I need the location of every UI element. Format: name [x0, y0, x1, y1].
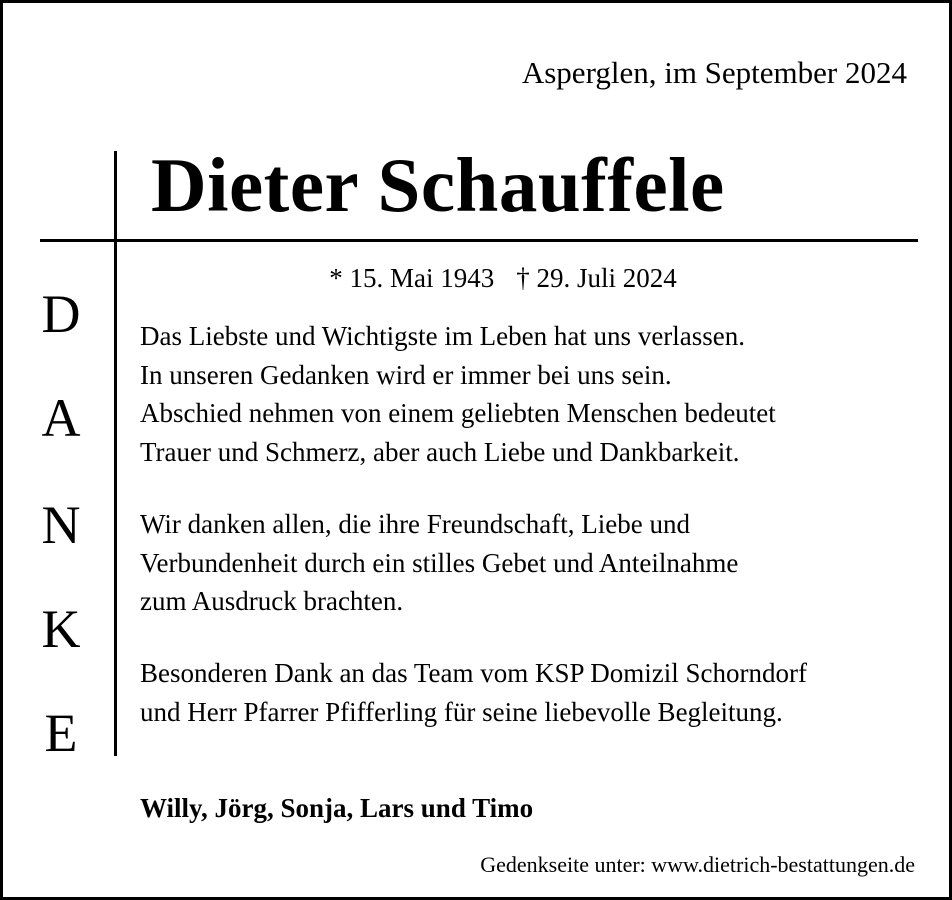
text-line: Abschied nehmen von einem geliebten Menschen bedeutet — [140, 398, 776, 428]
danke-letter: E — [44, 703, 78, 763]
text-line: Wir danken allen, die ihre Freundschaft, Liebe und — [140, 509, 690, 539]
text-line: und Herr Pfarrer Pfifferling für seine liebevolle Begleitung. — [140, 696, 783, 727]
special-thanks-paragraph — [140, 654, 807, 731]
death-date: † 29. Juli 2024 — [516, 263, 677, 293]
horizontal-divider — [40, 239, 918, 242]
text-line: Verbundenheit durch ein stilles Gebet und Anteilnahme — [140, 547, 739, 578]
text-line: Trauer und Schmerz, aber auch Liebe und Dankbarkeit. — [140, 436, 740, 467]
danke-letter: D — [41, 284, 81, 344]
tribute-paragraph — [140, 317, 776, 471]
danke-letter: K — [41, 599, 81, 659]
memorial-page-link: Gedenkseite unter: www.dietrich-bestattungen.de — [480, 852, 915, 877]
thanks-paragraph — [140, 505, 738, 621]
birth-date: * 15. Mai 1943 — [329, 263, 495, 293]
place-and-date: Asperglen, im September 2024 — [521, 55, 907, 90]
text-line: In unseren Gedanken wird er immer bei uns sein. — [140, 359, 672, 390]
danke-letter: N — [41, 495, 81, 555]
text-line: Besonderen Dank an das Team vom KSP Domizil Schorndorf — [140, 658, 807, 688]
life-dates — [3, 260, 952, 296]
text-line: Das Liebste und Wichtigste im Leben hat uns verlassen. — [140, 321, 746, 351]
signers: Willy, Jörg, Sonja, Lars und Timo — [140, 793, 534, 823]
text-line: zum Ausdruck brachten. — [140, 586, 404, 616]
deceased-name: Dieter Schauffele — [151, 142, 725, 228]
danke-letter: A — [41, 388, 81, 448]
